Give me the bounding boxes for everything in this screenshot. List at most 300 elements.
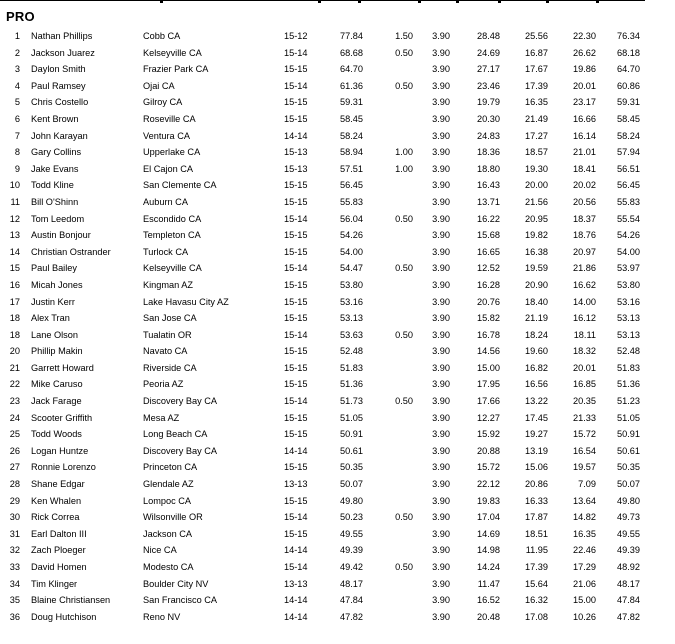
name-cell: Blaine Christiansen [31, 595, 111, 606]
total-cell: 53.80 [617, 279, 640, 290]
run3-cell: 26.62 [573, 47, 596, 58]
hometown-cell: Wilsonville OR [143, 512, 203, 523]
run1-cell: 15.72 [477, 462, 500, 473]
record-cell: 15-14 [284, 396, 308, 407]
name-cell: Ken Whalen [31, 495, 82, 506]
name-cell: David Homen [31, 562, 87, 572]
table-row [0, 476, 675, 493]
base-cell: 3.90 [432, 528, 450, 539]
base-cell: 3.90 [432, 346, 450, 357]
table-row [0, 161, 675, 178]
name-cell: Tim Klinger [31, 578, 78, 589]
hometown-cell: Reno NV [143, 611, 181, 622]
total-cell: 58.45 [617, 113, 640, 124]
hometown-cell: Princeton CA [143, 462, 198, 473]
table-row [0, 459, 675, 476]
total-cell: 51.23 [617, 396, 640, 407]
total-cell: 54.00 [617, 246, 640, 257]
record-cell: 15-15 [284, 230, 308, 241]
base-cell: 3.90 [432, 479, 450, 490]
run1-cell: 11.47 [477, 578, 500, 589]
hometown-cell: Frazier Park CA [143, 64, 209, 75]
run1-cell: 20.48 [477, 611, 500, 622]
base-cell: 3.90 [432, 180, 450, 191]
run2-cell: 21.19 [525, 313, 548, 324]
base-cell: 3.90 [432, 462, 450, 473]
run1-cell: 24.83 [477, 130, 500, 141]
total-cell: 49.55 [617, 528, 640, 539]
record-cell: 15-14 [284, 329, 308, 340]
rank-cell: 28 [9, 479, 20, 490]
section-title: PRO [6, 9, 35, 24]
name-cell: Gary Collins [31, 147, 82, 158]
run2-cell: 16.56 [525, 379, 548, 390]
table-row [0, 244, 675, 261]
run2-cell: 16.35 [525, 97, 548, 108]
hometown-cell: Discovery Bay CA [143, 445, 218, 456]
run1-cell: 16.78 [477, 329, 500, 340]
base-cell: 3.90 [432, 495, 450, 506]
table-row [0, 45, 675, 62]
record-cell: 15-14 [284, 80, 308, 91]
name-cell: Alex Tran [31, 313, 70, 324]
run2-cell: 15.06 [525, 462, 548, 473]
run3-cell: 14.82 [573, 512, 596, 523]
rank-cell: 35 [9, 595, 20, 606]
name-cell: Micah Jones [31, 279, 83, 290]
record-cell: 15-15 [284, 412, 308, 423]
record-cell: 15-14 [284, 512, 308, 523]
score-cell: 77.84 [340, 31, 363, 41]
score-cell: 49.39 [340, 545, 363, 556]
run1-cell: 17.95 [477, 379, 500, 390]
name-cell: Austin Bonjour [31, 230, 91, 241]
record-cell: 15-15 [284, 196, 308, 207]
name-cell: Scooter Griffith [31, 412, 93, 423]
run1-cell: 15.00 [477, 362, 500, 373]
name-cell: Bill O'Shinn [31, 196, 79, 207]
run2-cell: 16.33 [525, 495, 548, 506]
rank-cell: 4 [14, 80, 20, 91]
table-row [0, 493, 675, 510]
total-cell: 53.16 [617, 296, 640, 307]
results-table [0, 28, 675, 625]
score-cell: 53.80 [340, 279, 363, 290]
name-cell: Paul Bailey [31, 263, 77, 274]
hometown-cell: Glendale AZ [143, 479, 194, 490]
run2-cell: 17.39 [525, 562, 548, 572]
run2-cell: 18.51 [525, 528, 548, 539]
name-cell: Logan Huntze [31, 445, 89, 456]
name-cell: Mike Caruso [31, 379, 83, 390]
total-cell: 49.80 [617, 495, 640, 506]
hometown-cell: Roseville CA [143, 113, 196, 124]
rank-cell: 8 [14, 147, 20, 158]
score-cell: 50.35 [340, 462, 363, 473]
run3-cell: 17.29 [573, 562, 596, 572]
total-cell: 51.05 [617, 412, 640, 423]
run1-cell: 17.04 [477, 512, 500, 523]
table-row [0, 111, 675, 128]
run1-cell: 18.36 [477, 147, 500, 158]
run1-cell: 28.48 [477, 31, 500, 41]
name-cell: Shane Edgar [31, 479, 85, 490]
total-cell: 53.97 [617, 263, 640, 274]
bonus-cell: 0.50 [395, 396, 413, 407]
record-cell: 15-15 [284, 528, 308, 539]
run3-cell: 20.35 [573, 396, 596, 407]
table-row [0, 194, 675, 211]
hometown-cell: Discovery Bay CA [143, 396, 218, 407]
total-cell: 52.48 [617, 346, 640, 357]
hometown-cell: Kelseyville CA [143, 47, 202, 58]
base-cell: 3.90 [432, 130, 450, 141]
rank-cell: 2 [14, 47, 20, 58]
base-cell: 3.90 [432, 279, 450, 290]
table-row [0, 526, 675, 543]
rank-cell: 22 [9, 379, 20, 390]
rank-cell: 34 [9, 578, 20, 589]
table-row [0, 310, 675, 327]
run3-cell: 15.72 [573, 429, 596, 440]
record-cell: 15-15 [284, 180, 308, 191]
hometown-cell: Modesto CA [143, 562, 194, 572]
score-cell: 47.84 [340, 595, 363, 606]
name-cell: Lane Olson [31, 329, 78, 340]
score-cell: 52.48 [340, 346, 363, 357]
run3-cell: 20.02 [573, 180, 596, 191]
base-cell: 3.90 [432, 64, 450, 75]
base-cell: 3.90 [432, 47, 450, 58]
score-cell: 51.36 [340, 379, 363, 390]
run2-cell: 13.22 [525, 396, 548, 407]
rank-cell: 6 [14, 113, 20, 124]
rank-cell: 18 [9, 313, 20, 324]
base-cell: 3.90 [432, 147, 450, 158]
rank-cell: 20 [9, 346, 20, 357]
run2-cell: 20.90 [525, 279, 548, 290]
score-cell: 49.55 [340, 528, 363, 539]
name-cell: Nathan Phillips [31, 31, 93, 41]
table-row [0, 393, 675, 410]
base-cell: 3.90 [432, 263, 450, 274]
name-cell: Rick Correa [31, 512, 80, 523]
name-cell: Daylon Smith [31, 64, 86, 75]
total-cell: 50.61 [617, 445, 640, 456]
run2-cell: 17.45 [525, 412, 548, 423]
rank-cell: 21 [9, 362, 20, 373]
rank-cell: 27 [9, 462, 20, 473]
bonus-cell: 0.50 [395, 329, 413, 340]
run2-cell: 20.86 [525, 479, 548, 490]
run3-cell: 22.30 [573, 31, 596, 41]
base-cell: 3.90 [432, 329, 450, 340]
table-row [0, 509, 675, 526]
hometown-cell: Cobb CA [143, 31, 181, 41]
run2-cell: 16.32 [525, 595, 548, 606]
table-row [0, 28, 675, 45]
table-row [0, 78, 675, 95]
run2-cell: 19.27 [525, 429, 548, 440]
rank-cell: 15 [9, 263, 20, 274]
hometown-cell: Long Beach CA [143, 429, 208, 440]
hometown-cell: Lake Havasu City AZ [143, 296, 229, 307]
base-cell: 3.90 [432, 379, 450, 390]
name-cell: Christian Ostrander [31, 246, 111, 257]
run3-cell: 18.41 [573, 163, 596, 174]
run1-cell: 20.30 [477, 113, 500, 124]
run1-cell: 16.65 [477, 246, 500, 257]
score-cell: 54.26 [340, 230, 363, 241]
base-cell: 3.90 [432, 362, 450, 373]
rank-cell: 26 [9, 445, 20, 456]
score-cell: 47.82 [340, 611, 363, 622]
total-cell: 64.70 [617, 64, 640, 75]
run3-cell: 19.86 [573, 64, 596, 75]
rank-cell: 5 [14, 97, 20, 108]
table-row [0, 592, 675, 609]
hometown-cell: Lompoc CA [143, 495, 192, 506]
rank-cell: 25 [9, 429, 20, 440]
name-cell: Doug Hutchison [31, 611, 97, 622]
score-cell: 54.00 [340, 246, 363, 257]
record-cell: 15-15 [284, 346, 308, 357]
run1-cell: 19.79 [477, 97, 500, 108]
run3-cell: 21.06 [573, 578, 596, 589]
total-cell: 50.35 [617, 462, 640, 473]
record-cell: 15-15 [284, 429, 308, 440]
run1-cell: 16.22 [477, 213, 500, 224]
table-row [0, 343, 675, 360]
total-cell: 49.39 [617, 545, 640, 556]
run2-cell: 20.00 [525, 180, 548, 191]
total-cell: 57.94 [617, 147, 640, 158]
score-cell: 58.24 [340, 130, 363, 141]
total-cell: 56.51 [617, 163, 640, 174]
name-cell: Todd Kline [31, 180, 74, 191]
total-cell: 54.26 [617, 230, 640, 241]
base-cell: 3.90 [432, 80, 450, 91]
name-cell: Earl Dalton III [31, 528, 87, 539]
base-cell: 3.90 [432, 396, 450, 407]
table-row [0, 61, 675, 78]
hometown-cell: Kingman AZ [143, 279, 194, 290]
score-cell: 51.05 [340, 412, 363, 423]
total-cell: 47.82 [617, 611, 640, 622]
run3-cell: 16.54 [573, 445, 596, 456]
bonus-cell: 1.00 [395, 163, 413, 174]
hometown-cell: San Jose CA [143, 313, 197, 324]
score-cell: 51.83 [340, 362, 363, 373]
hometown-cell: Riverside CA [143, 362, 197, 373]
base-cell: 3.90 [432, 97, 450, 108]
bonus-cell: 0.50 [395, 213, 413, 224]
base-cell: 3.90 [432, 230, 450, 241]
hometown-cell: El Cajon CA [143, 163, 194, 174]
hometown-cell: Auburn CA [143, 196, 188, 207]
record-cell: 14-14 [284, 445, 308, 456]
record-cell: 15-15 [284, 379, 308, 390]
run1-cell: 23.46 [477, 80, 500, 91]
run3-cell: 20.01 [573, 80, 596, 91]
name-cell: Chris Costello [31, 97, 89, 108]
hometown-cell: Boulder City NV [143, 578, 209, 589]
score-cell: 48.17 [340, 578, 363, 589]
base-cell: 3.90 [432, 213, 450, 224]
table-row [0, 576, 675, 593]
total-cell: 48.92 [617, 562, 640, 572]
total-cell: 50.07 [617, 479, 640, 490]
run3-cell: 16.14 [573, 130, 596, 141]
run3-cell: 18.76 [573, 230, 596, 241]
record-cell: 15-15 [284, 495, 308, 506]
table-row [0, 144, 675, 161]
base-cell: 3.90 [432, 163, 450, 174]
hometown-cell: Escondido CA [143, 213, 202, 224]
run3-cell: 22.46 [573, 545, 596, 556]
run2-cell: 13.19 [525, 445, 548, 456]
run3-cell: 20.01 [573, 362, 596, 373]
header-column-ticks [0, 1, 645, 3]
table-row [0, 376, 675, 393]
hometown-cell: Gilroy CA [143, 97, 183, 108]
run3-cell: 21.33 [573, 412, 596, 423]
record-cell: 15-15 [284, 64, 308, 75]
run1-cell: 22.12 [477, 479, 500, 490]
record-cell: 15-13 [284, 163, 308, 174]
record-cell: 14-14 [284, 545, 308, 556]
run3-cell: 14.00 [573, 296, 596, 307]
name-cell: Justin Kerr [31, 296, 75, 307]
run1-cell: 14.69 [477, 528, 500, 539]
rank-cell: 17 [9, 296, 20, 307]
run1-cell: 20.76 [477, 296, 500, 307]
base-cell: 3.90 [432, 512, 450, 523]
table-row [0, 94, 675, 111]
rank-cell: 18 [9, 329, 20, 340]
table-row [0, 360, 675, 377]
run3-cell: 16.85 [573, 379, 596, 390]
run2-cell: 16.82 [525, 362, 548, 373]
run2-cell: 16.38 [525, 246, 548, 257]
score-cell: 64.70 [340, 64, 363, 75]
hometown-cell: Templeton CA [143, 230, 201, 241]
bonus-cell: 0.50 [395, 80, 413, 91]
run1-cell: 16.52 [477, 595, 500, 606]
rank-cell: 32 [9, 545, 20, 556]
run1-cell: 18.80 [477, 163, 500, 174]
table-row [0, 227, 675, 244]
run3-cell: 21.01 [573, 147, 596, 158]
score-cell: 58.94 [340, 147, 363, 158]
total-cell: 55.54 [617, 213, 640, 224]
record-cell: 14-14 [284, 611, 308, 622]
run2-cell: 17.87 [525, 512, 548, 523]
rank-cell: 31 [9, 528, 20, 539]
bonus-cell: 0.50 [395, 263, 413, 274]
base-cell: 3.90 [432, 246, 450, 257]
base-cell: 3.90 [432, 429, 450, 440]
run2-cell: 17.39 [525, 80, 548, 91]
run3-cell: 23.17 [573, 97, 596, 108]
record-cell: 15-15 [284, 462, 308, 473]
base-cell: 3.90 [432, 313, 450, 324]
record-cell: 15-12 [284, 31, 308, 41]
run2-cell: 19.59 [525, 263, 548, 274]
score-cell: 68.68 [340, 47, 363, 58]
run3-cell: 7.09 [578, 479, 596, 490]
hometown-cell: Kelseyville CA [143, 263, 202, 274]
total-cell: 48.17 [617, 578, 640, 589]
bonus-cell: 0.50 [395, 512, 413, 523]
base-cell: 3.90 [432, 196, 450, 207]
run3-cell: 16.12 [573, 313, 596, 324]
total-cell: 47.84 [617, 595, 640, 606]
run3-cell: 15.00 [573, 595, 596, 606]
score-cell: 55.83 [340, 196, 363, 207]
base-cell: 3.90 [432, 445, 450, 456]
table-row [0, 542, 675, 559]
hometown-cell: San Francisco CA [143, 595, 218, 606]
run3-cell: 18.32 [573, 346, 596, 357]
table-row [0, 177, 675, 194]
total-cell: 53.13 [617, 329, 640, 340]
table-row [0, 128, 675, 145]
table-row [0, 211, 675, 228]
run2-cell: 17.27 [525, 130, 548, 141]
table-row [0, 260, 675, 277]
total-cell: 68.18 [617, 47, 640, 58]
base-cell: 3.90 [432, 296, 450, 307]
record-cell: 15-14 [284, 213, 308, 224]
name-cell: Garrett Howard [31, 362, 94, 373]
table-row [0, 559, 675, 576]
run2-cell: 20.95 [525, 213, 548, 224]
table-row [0, 443, 675, 460]
rank-cell: 16 [9, 279, 20, 290]
hometown-cell: Ojai CA [143, 80, 175, 91]
record-cell: 15-15 [284, 313, 308, 324]
record-cell: 15-15 [284, 246, 308, 257]
run1-cell: 12.27 [477, 412, 500, 423]
table-row [0, 294, 675, 311]
hometown-cell: Upperlake CA [143, 147, 201, 158]
hometown-cell: Mesa AZ [143, 412, 180, 423]
hometown-cell: Navato CA [143, 346, 188, 357]
hometown-cell: Turlock CA [143, 246, 189, 257]
record-cell: 13-13 [284, 578, 308, 589]
run2-cell: 17.08 [525, 611, 548, 622]
score-cell: 56.45 [340, 180, 363, 191]
run1-cell: 20.88 [477, 445, 500, 456]
run1-cell: 15.92 [477, 429, 500, 440]
total-cell: 53.13 [617, 313, 640, 324]
run3-cell: 16.35 [573, 528, 596, 539]
bonus-cell: 0.50 [395, 562, 413, 572]
record-cell: 15-15 [284, 113, 308, 124]
base-cell: 3.90 [432, 31, 450, 41]
rank-cell: 7 [14, 130, 20, 141]
run3-cell: 18.11 [573, 329, 596, 340]
rank-cell: 24 [9, 412, 20, 423]
total-cell: 51.36 [617, 379, 640, 390]
run2-cell: 19.82 [525, 230, 548, 241]
rank-cell: 14 [9, 246, 20, 257]
score-cell: 51.73 [340, 396, 363, 407]
score-cell: 57.51 [340, 163, 363, 174]
run2-cell: 15.64 [525, 578, 548, 589]
run1-cell: 15.68 [477, 230, 500, 241]
